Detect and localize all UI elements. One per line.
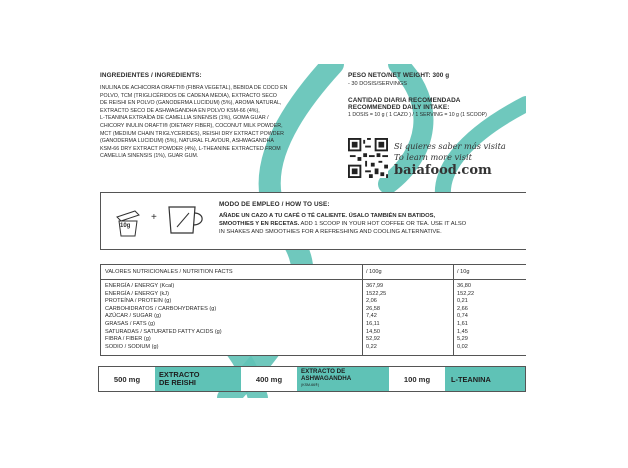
nutrition-value-100g: 2,06 xyxy=(366,298,377,305)
nutrition-label: SODIO / SODIUM (g) xyxy=(105,343,159,350)
nutrition-value-10g: 1,45 xyxy=(457,328,468,335)
nutrition-value-10g: 2,66 xyxy=(457,305,468,312)
qr-code-icon xyxy=(348,138,388,178)
ingredients-line: KSM-66 DRY EXTRACT POWDER (4%), L-THEANINE EXTRACTED FROM xyxy=(100,145,281,152)
active-name-line: EXTRACTO xyxy=(159,370,200,379)
col-divider-2 xyxy=(453,265,454,355)
ingredients-line: (GANODERMA LUCIDUM) (5%), NATURAL FLAVOUR, ASHWAGANDHA xyxy=(100,138,274,145)
nutrition-label: ENERGÍA / ENERGY (kJ) xyxy=(105,290,169,297)
nutrition-value-100g: 26,58 xyxy=(366,305,380,312)
header-divider xyxy=(101,279,526,280)
active-amount: 100 mg xyxy=(389,367,445,391)
active-name xyxy=(155,367,241,391)
net-weight: PESO NETO/NET WEIGHT: 300 g xyxy=(348,72,450,79)
ingredients-line: EXTRACTO SECO DE ASHWAGANDHA EN POLVO KSM-66 (4%), xyxy=(100,107,260,114)
nutrition-label: AZÚCAR / SUGAR (g) xyxy=(105,313,161,320)
ingredients-line: CHICORY INULIN ORAFTI® (DIETARY FIBER), COCONUT MILK POWDER, xyxy=(100,122,283,129)
scoop-icon xyxy=(115,207,141,237)
plus-sign: + xyxy=(151,212,157,223)
ingredients-line: INULINA DE ACHICORIA ORAFTI® (FIBRA VEGETAL), BEBIDA DE COCO EN xyxy=(100,85,288,91)
daily-intake-heading-en: RECOMMENDED DAILY INTAKE: xyxy=(348,104,450,111)
active-name xyxy=(297,367,389,391)
nutrition-value-100g: 16,11 xyxy=(366,321,380,327)
nutrition-label: ENERGÍA / ENERGY (Kcal) xyxy=(105,283,175,289)
active-name-line: DE REISHI xyxy=(159,378,196,387)
ingredients-line: L-TEANINA EXTRAÍDA DE CAMELLIA SINENSIS (1%), GOMA GUAR / xyxy=(100,115,269,122)
ingredients-line: CAMELLIA SINENSIS (1%), GUAR GUM. xyxy=(100,153,199,160)
nutrition-value-10g: 152,22 xyxy=(457,290,475,297)
weight-block xyxy=(348,72,524,119)
how-to-use-box xyxy=(100,192,526,250)
active-amount: 400 mg xyxy=(241,367,297,391)
col-divider-1 xyxy=(362,265,363,355)
nutrition-value-10g: 5,29 xyxy=(457,336,468,343)
nutrition-value-100g: 14,50 xyxy=(366,328,380,335)
promo-line-es: Si quieres saber más visita xyxy=(394,141,506,151)
active-name-line: L-TEANINA xyxy=(451,374,491,384)
nutrition-value-100g: 367,99 xyxy=(366,283,384,289)
nutrition-value-10g: 0,74 xyxy=(457,313,468,320)
active-name-line: ASHWAGANDHA xyxy=(301,374,352,382)
ingredients-line: POLVO, TCM (TRIGLICÉRIDOS DE CADENA MEDIA), EXTRACTO SECO xyxy=(100,92,277,99)
ingredients-line: DE REISHI EN POLVO (GANODERMA LUCIDUM) (5%), AROMA NATURAL, xyxy=(100,100,282,107)
nutrition-label: FIBRA / FIBER (g) xyxy=(105,336,151,343)
how-to-use-heading: MODO DE EMPLEO / HOW TO USE: xyxy=(219,201,330,208)
nutrition-value-10g: 1,61 xyxy=(457,321,468,327)
nutrition-col-100g: / 100g xyxy=(366,269,382,275)
website-link[interactable]: baiafood.com xyxy=(394,163,492,178)
daily-intake-line: 1 DOSIS = 10 g ( 1 CAZO ) / 1 SERVING = 10 g (1 SCOOP) xyxy=(348,112,487,118)
how-to-use-english-1: ADD 1 SCOOP IN YOUR HOT COFFEE OR TEA. USE IT ALSO xyxy=(299,221,467,228)
nutrition-value-100g: 7,42 xyxy=(366,313,377,320)
nutrition-table xyxy=(100,264,526,356)
promo-line-en: To learn more visit xyxy=(394,152,472,162)
ingredients-heading: INGREDIENTES / INGREDIENTS: xyxy=(100,72,202,79)
actives-bar xyxy=(98,366,526,392)
nutrition-value-100g: 1522,25 xyxy=(366,290,387,297)
how-to-use-english-2: IN SHAKES AND SMOOTHIES FOR A REFRESHING AND COOLING ALTERNATIVE. xyxy=(219,229,442,236)
cup-icon xyxy=(165,203,207,237)
nutrition-value-100g: 52,92 xyxy=(366,336,380,343)
active-name xyxy=(445,367,525,391)
nutrition-label: PROTEÍNA / PROTEIN (g) xyxy=(105,298,172,305)
how-to-use-bold-2: SMOOTHIES Y EN RECETAS. xyxy=(219,221,300,228)
nutrition-value-10g: 0,02 xyxy=(457,343,468,350)
nutrition-label: SATURADAS / SATURATED FATTY ACIDS (g) xyxy=(105,328,222,335)
nutrition-value-10g: 0,21 xyxy=(457,298,468,305)
nutrition-header: VALORES NUTRICIONALES / NUTRITION FACTS xyxy=(105,269,233,275)
how-to-use-text xyxy=(219,212,519,237)
daily-intake-heading-es: CANTIDAD DIARIA RECOMENDADA xyxy=(348,97,461,104)
nutrition-value-100g: 0,22 xyxy=(366,343,377,350)
nutrition-label: GRASAS / FATS (g) xyxy=(105,321,155,327)
scoop-label: 10g xyxy=(120,223,131,229)
nutrition-label: CARBOHIDRATOS / CARBOHYDRATES (g) xyxy=(105,305,217,312)
ingredients-line: MCT (MEDIUM CHAIN TRIGLYCERIDES), REISHI DRY EXTRACT POWDER xyxy=(100,130,284,137)
nutrition-value-10g: 36,80 xyxy=(457,283,471,289)
how-to-use-bold-1: AÑADE UN CAZO A TU CAFÉ O TÉ CALIENTE. ÚSALO TAMBIÉN EN BATIDOS, xyxy=(219,213,436,219)
ingredients-text xyxy=(100,85,342,161)
active-name-line: EXTRACTO DE xyxy=(301,368,346,376)
product-label xyxy=(98,64,526,398)
active-amount: 500 mg xyxy=(99,367,155,391)
active-note: (KSM-66®) xyxy=(301,383,320,388)
nutrition-col-10g: / 10g xyxy=(457,269,470,275)
servings-count: - 30 DOSIS/SERVINGS xyxy=(348,81,407,87)
